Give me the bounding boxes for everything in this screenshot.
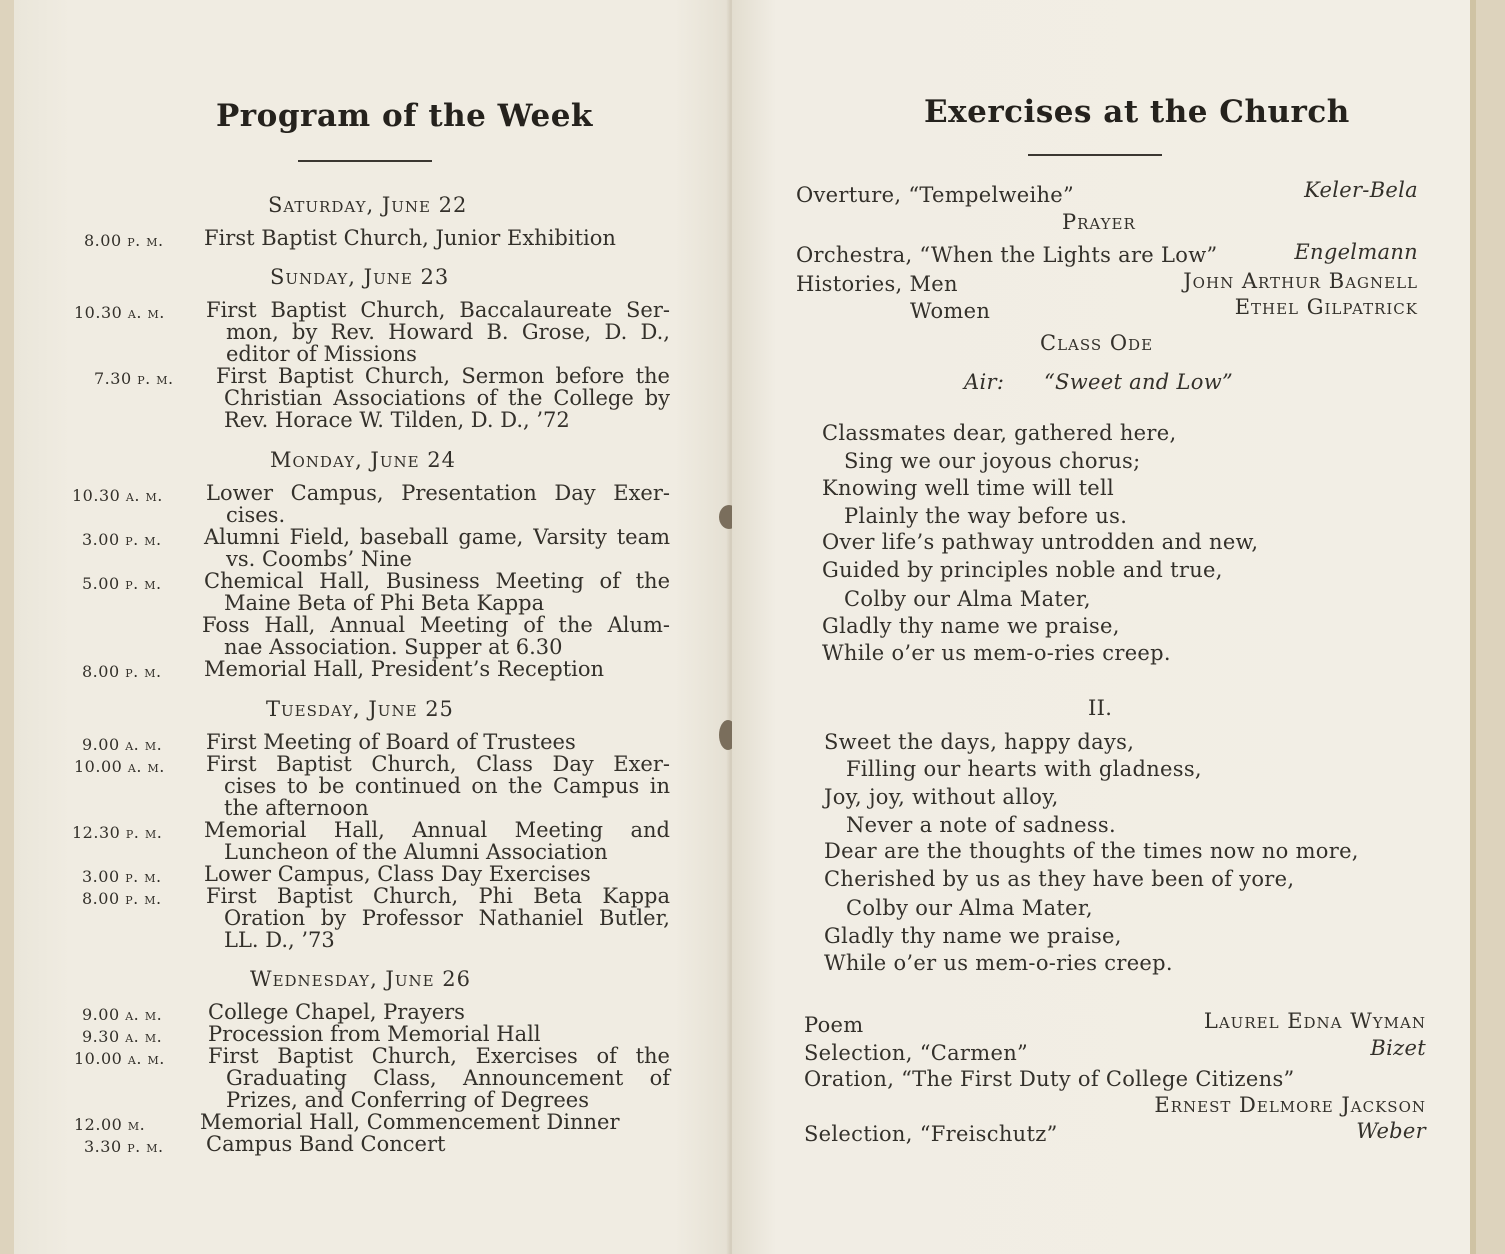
oration-name: Ernest Delmore Jackson (1154, 1093, 1426, 1117)
event-text: College Chapel, Prayers (208, 1000, 465, 1024)
event-text: Graduating Class, Announcement of (226, 1066, 670, 1090)
event-time: 8.00 p. m. (82, 662, 162, 681)
event-text: First Baptist Church, Phi Beta Kappa (206, 884, 670, 908)
orchestra-composer: Engelmann (1294, 240, 1418, 264)
verse-line: Never a note of sadness. (846, 813, 1116, 837)
event-text: the afternoon (224, 796, 369, 820)
event-text: Oration by Professor Nathaniel Butler, (224, 906, 670, 930)
day-heading: Sunday, June 23 (270, 265, 450, 289)
overture-label: Overture, “Tempelweihe” (796, 183, 1075, 207)
event-time: 9.30 a. m. (82, 1027, 163, 1046)
event-time: 10.30 a. m. (72, 486, 163, 505)
event-time: 9.00 a. m. (82, 1005, 163, 1024)
event-time: 12.00 m. (74, 1115, 146, 1134)
histories-name: John Arthur Bagnell (1183, 269, 1418, 293)
women-label: Women (910, 299, 991, 323)
title-rule (1028, 154, 1162, 156)
event-text: editor of Missions (226, 342, 417, 366)
event-text: Luncheon of the Alumni Association (224, 840, 608, 864)
event-time: 10.30 a. m. (74, 303, 165, 322)
event-text: First Baptist Church, Exercises of the (208, 1044, 670, 1068)
oration-label: Oration, “The First Duty of College Citizens” (804, 1067, 1295, 1091)
verse-line: Knowing well time will tell (822, 476, 1115, 500)
carmen-label: Selection, “Carmen” (804, 1041, 1029, 1065)
event-text: Alumni Field, baseball game, Varsity team (204, 525, 670, 549)
freischutz-composer: Weber (1356, 1119, 1426, 1143)
event-time: 3.30 p. m. (84, 1137, 164, 1156)
event-time: 3.00 p. m. (82, 530, 162, 549)
verse-line: Sweet the days, happy days, (824, 730, 1135, 754)
left-page (14, 0, 732, 1254)
right-page (732, 0, 1470, 1254)
event-time: 7.30 p. m. (94, 369, 174, 388)
verse-line: Classmates dear, gathered here, (822, 421, 1177, 445)
histories-label: Histories, Men (796, 272, 958, 296)
event-time: 10.00 a. m. (74, 757, 165, 776)
event-text: Memorial Hall, Annual Meeting and (204, 818, 670, 842)
women-name: Ethel Gilpatrick (1234, 295, 1418, 319)
event-time: 8.00 p. m. (82, 889, 162, 908)
exercises-title: Exercises at the Church (924, 94, 1350, 130)
event-text: cises. (226, 503, 286, 527)
verse-line: Gladly thy name we praise, (822, 614, 1120, 638)
prayer-heading: Prayer (1062, 210, 1136, 234)
day-heading: Tuesday, June 25 (266, 697, 454, 721)
event-text: First Meeting of Board of Trustees (206, 730, 576, 754)
verse-line: Plainly the way before us. (844, 504, 1128, 528)
event-text: Memorial Hall, Commencement Dinner (200, 1110, 620, 1134)
verse-line: Sing we our joyous chorus; (844, 449, 1141, 473)
event-text: LL. D., ’73 (224, 928, 335, 952)
verse-line: Colby our Alma Mater, (844, 587, 1091, 611)
event-time: 3.00 p. m. (82, 867, 162, 886)
verse-line: Joy, joy, without alloy, (824, 785, 1059, 809)
event-text: nae Association. Supper at 6.30 (224, 635, 563, 659)
day-heading: Monday, June 24 (270, 448, 456, 472)
air-label: Air: (964, 370, 1005, 394)
event-text: Rev. Horace W. Tilden, D. D., ’72 (224, 408, 570, 432)
event-time: 5.00 p. m. (82, 574, 162, 593)
event-text: vs. Coombs’ Nine (226, 547, 412, 571)
verse-line: Dear are the thoughts of the times now no more, (824, 839, 1359, 863)
event-text: Chemical Hall, Business Meeting of the (204, 569, 670, 593)
verse-line: Gladly thy name we praise, (824, 924, 1122, 948)
verse-line: Filling our hearts with gladness, (846, 757, 1202, 781)
overture-composer: Keler-Bela (1304, 178, 1418, 202)
air-tune: “Sweet and Low” (1044, 370, 1234, 394)
class-ode-heading: Class Ode (1040, 331, 1154, 355)
event-text: First Baptist Church, Junior Exhibition (204, 226, 616, 250)
verse-line: Guided by principles noble and true, (822, 558, 1223, 582)
event-text: Maine Beta of Phi Beta Kappa (224, 591, 545, 615)
event-text: Procession from Memorial Hall (208, 1022, 541, 1046)
event-time: 12.30 p. m. (72, 823, 163, 842)
event-text: First Baptist Church, Class Day Exer- (206, 752, 670, 776)
verse-line: Over life’s pathway untrodden and new, (822, 530, 1259, 554)
event-text: Lower Campus, Presentation Day Exer- (206, 481, 670, 505)
event-text: Christian Associations of the College by (224, 386, 670, 410)
verse2-number: II. (1088, 696, 1113, 720)
event-text: Campus Band Concert (206, 1132, 446, 1156)
day-heading: Wednesday, June 26 (250, 967, 471, 991)
event-text: First Baptist Church, Baccalaureate Ser- (206, 298, 670, 322)
title-rule (298, 160, 432, 162)
day-heading: Saturday, June 22 (268, 193, 468, 217)
event-text: Lower Campus, Class Day Exercises (204, 862, 591, 886)
verse-line: Cherished by us as they have been of yore, (824, 867, 1295, 891)
event-time: 8.00 p. m. (84, 231, 164, 250)
verse-line: While o’er us mem-o-ries creep. (824, 951, 1173, 975)
carmen-composer: Bizet (1370, 1036, 1426, 1060)
event-text: mon, by Rev. Howard B. Grose, D. D., (226, 320, 670, 344)
orchestra-label: Orchestra, “When the Lights are Low” (796, 243, 1218, 267)
event-text: cises to be continued on the Campus in (224, 774, 670, 798)
freischutz-label: Selection, “Freischutz” (804, 1122, 1058, 1146)
program-title: Program of the Week (216, 98, 593, 134)
event-text: Foss Hall, Annual Meeting of the Alum- (202, 613, 670, 637)
poem-label: Poem (804, 1013, 864, 1037)
poem-name: Laurel Edna Wyman (1203, 1009, 1426, 1033)
event-text: First Baptist Church, Sermon before the (216, 364, 670, 388)
event-text: Memorial Hall, President’s Reception (204, 657, 605, 681)
verse-line: While o’er us mem-o-ries creep. (822, 641, 1171, 665)
event-text: Prizes, and Conferring of Degrees (226, 1088, 590, 1112)
event-time: 9.00 a. m. (82, 735, 163, 754)
program-spread (14, 0, 1476, 1254)
verse-line: Colby our Alma Mater, (846, 896, 1093, 920)
event-time: 10.00 a. m. (74, 1049, 165, 1068)
